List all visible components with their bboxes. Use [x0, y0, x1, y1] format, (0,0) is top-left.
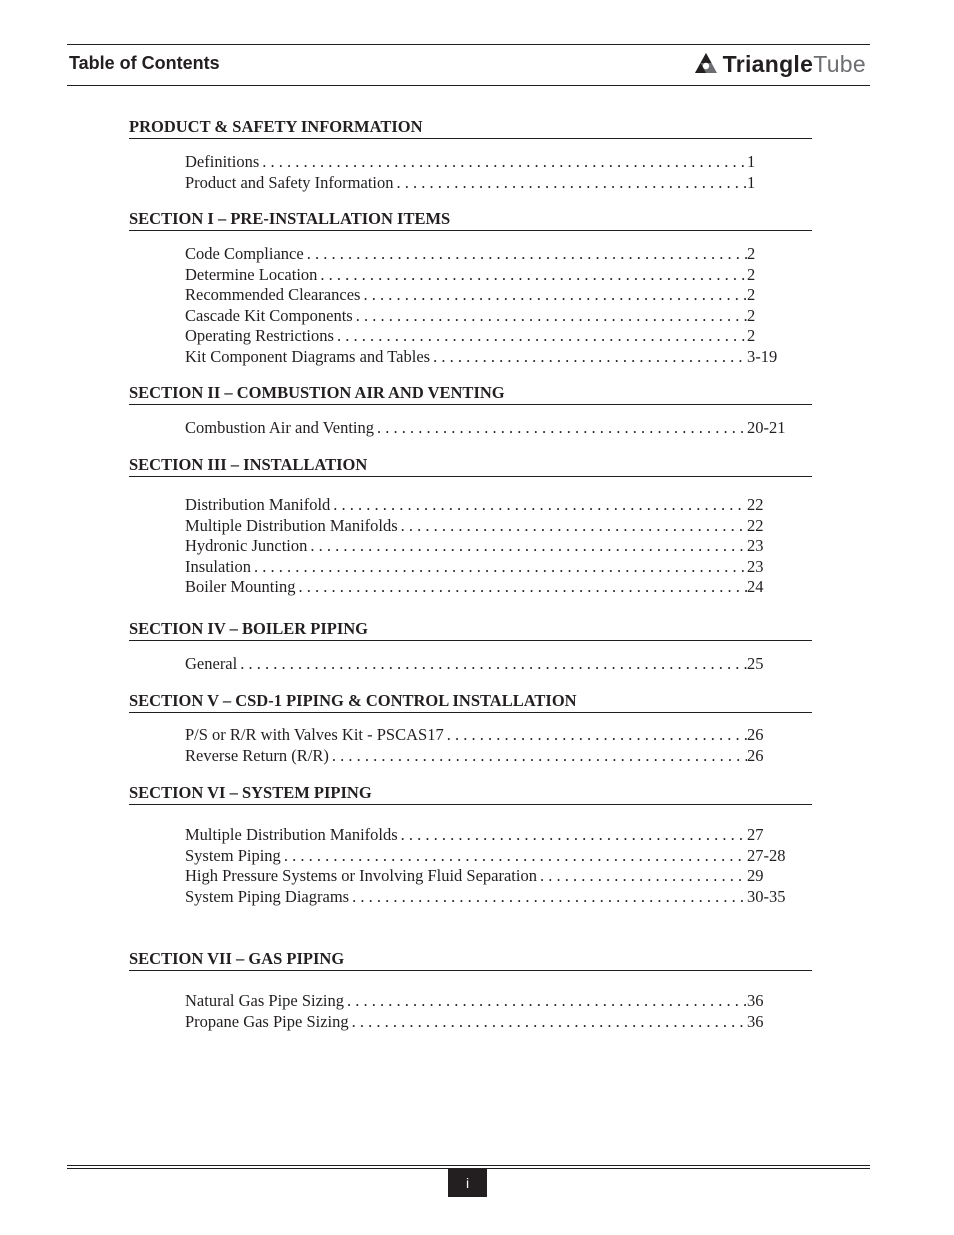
section-heading: SECTION VI – SYSTEM PIPING: [129, 783, 812, 805]
toc-entry[interactable]: [185, 265, 791, 285]
dot-leader: [259, 152, 747, 172]
dot-leader: [334, 326, 747, 346]
toc-entry[interactable]: [185, 173, 791, 193]
toc-entry[interactable]: [185, 654, 791, 674]
toc-entry-label: Hydronic Junction: [185, 536, 308, 556]
toc-entry[interactable]: [185, 557, 791, 577]
section-heading: SECTION II – COMBUSTION AIR AND VENTING: [129, 383, 812, 405]
section-heading: SECTION IV – BOILER PIPING: [129, 619, 812, 641]
toc-entry[interactable]: [185, 887, 791, 907]
toc-entry[interactable]: [185, 577, 791, 597]
dot-leader: [251, 557, 747, 577]
dot-leader: [353, 306, 747, 326]
toc-entry-label: Boiler Mounting: [185, 577, 296, 597]
toc-entry-page: 22: [747, 495, 764, 514]
toc-entry[interactable]: [185, 326, 791, 346]
toc-entry[interactable]: [185, 846, 791, 866]
toc-entry-label: Determine Location: [185, 264, 318, 284]
dot-leader: [349, 1012, 747, 1032]
toc-entry[interactable]: [185, 991, 791, 1011]
toc-entry-page: 1: [747, 152, 756, 171]
dot-leader: [295, 577, 747, 597]
toc-entry-label: P/S or R/R with Valves Kit - PSCAS17: [185, 725, 444, 744]
dot-leader: [281, 846, 747, 866]
toc-entry-label: General: [185, 654, 238, 673]
section-heading: SECTION VII – GAS PIPING: [129, 949, 812, 971]
toc-entry[interactable]: [185, 285, 791, 305]
section-heading: SECTION III – INSTALLATION: [129, 455, 812, 477]
toc-entry-label: Product and Safety Information: [185, 172, 394, 192]
toc-entry-page: 2: [747, 244, 756, 263]
toc-entry-page: 36: [747, 1011, 764, 1031]
toc-entry-page: 1: [747, 172, 756, 192]
toc-entry-page: 27-28: [747, 845, 786, 865]
dot-leader: [304, 244, 747, 264]
toc-entry-label: Combustion Air and Venting: [185, 418, 374, 437]
section-heading: SECTION I – PRE-INSTALLATION ITEMS: [129, 209, 812, 231]
dot-leader: [537, 866, 747, 886]
toc-entry-label: Reverse Return (R/R): [185, 745, 329, 765]
dot-leader: [444, 725, 747, 745]
toc-entry-label: System Piping Diagrams: [185, 886, 350, 906]
toc-entry-label: Cascade Kit Components: [185, 305, 353, 325]
toc-entry-page: 20-21: [747, 418, 786, 437]
toc-entry-label: Natural Gas Pipe Sizing: [185, 991, 345, 1010]
toc-entry-page: 27: [747, 825, 764, 844]
dot-leader: [329, 746, 747, 766]
toc-entry[interactable]: [185, 536, 791, 556]
dot-leader: [398, 825, 747, 845]
dot-leader: [344, 991, 747, 1011]
page-title: Table of Contents: [69, 53, 220, 73]
toc-entry-label: System Piping: [185, 845, 281, 865]
toc-entry-label: Multiple Distribution Manifolds: [185, 515, 398, 535]
toc-entry[interactable]: [185, 418, 791, 438]
dot-leader: [237, 654, 747, 674]
page-number: i: [448, 1168, 487, 1197]
dot-leader: [330, 495, 747, 515]
section-heading: SECTION V – CSD-1 PIPING & CONTROL INSTALLATION: [129, 691, 812, 713]
footer-rule: [67, 1165, 870, 1166]
toc-entry[interactable]: [185, 152, 791, 172]
toc-entry-page: 2: [747, 264, 756, 284]
dot-leader: [398, 516, 747, 536]
toc-entry-label: Multiple Distribution Manifolds: [185, 825, 398, 844]
toc-entry-page: 25: [747, 654, 764, 673]
toc-entry-page: 30-35: [747, 886, 786, 906]
toc-entry[interactable]: [185, 725, 791, 745]
toc-entry-page: 26: [747, 745, 764, 765]
toc-entry-page: 23: [747, 556, 764, 576]
dot-leader: [360, 285, 747, 305]
toc-entry-label: High Pressure Systems or Involving Fluid Separation: [185, 866, 537, 886]
toc-entry[interactable]: [185, 495, 791, 515]
dot-leader: [430, 347, 747, 367]
toc-entry-label: Definitions: [185, 152, 260, 171]
brand-logo-part1: Triangle: [722, 50, 814, 77]
toc-entry-page: 24: [747, 577, 764, 597]
toc-entry[interactable]: [185, 244, 791, 264]
toc-entry-label: Propane Gas Pipe Sizing: [185, 1011, 349, 1031]
toc-entry-page: 26: [747, 725, 764, 744]
toc-entry[interactable]: [185, 1012, 791, 1032]
dot-leader: [394, 173, 748, 193]
toc-entry[interactable]: [185, 516, 791, 536]
toc-entry-page: 2: [747, 285, 756, 305]
toc-entry[interactable]: [185, 746, 791, 766]
dot-leader: [349, 887, 747, 907]
toc-entry-page: 29: [747, 866, 764, 886]
toc-entry-label: Code Compliance: [185, 244, 304, 263]
toc-entry-label: Insulation: [185, 556, 251, 576]
dot-leader: [307, 536, 747, 556]
toc-entry-page: 2: [747, 305, 756, 325]
toc-entry-label: Operating Restrictions: [185, 326, 334, 346]
toc-entry-page: 23: [747, 536, 764, 556]
section-heading: PRODUCT & SAFETY INFORMATION: [129, 117, 812, 139]
toc-entry-page: 3-19: [747, 347, 778, 366]
toc-entry-label: Kit Component Diagrams and Tables: [185, 347, 431, 366]
brand-logo-part2: Tube: [813, 50, 866, 77]
toc-entry[interactable]: [185, 306, 791, 326]
dot-leader: [374, 418, 747, 438]
toc-entry[interactable]: [185, 825, 791, 845]
toc-entry[interactable]: [185, 866, 791, 886]
toc-entry-label: Recommended Clearances: [185, 285, 361, 305]
toc-entry[interactable]: [185, 347, 791, 367]
toc-entry-page: 22: [747, 515, 764, 535]
dot-leader: [317, 265, 747, 285]
toc-entry-page: 36: [747, 991, 764, 1010]
toc-entry-label: Distribution Manifold: [185, 495, 331, 514]
toc-entry-page: 2: [747, 326, 756, 346]
